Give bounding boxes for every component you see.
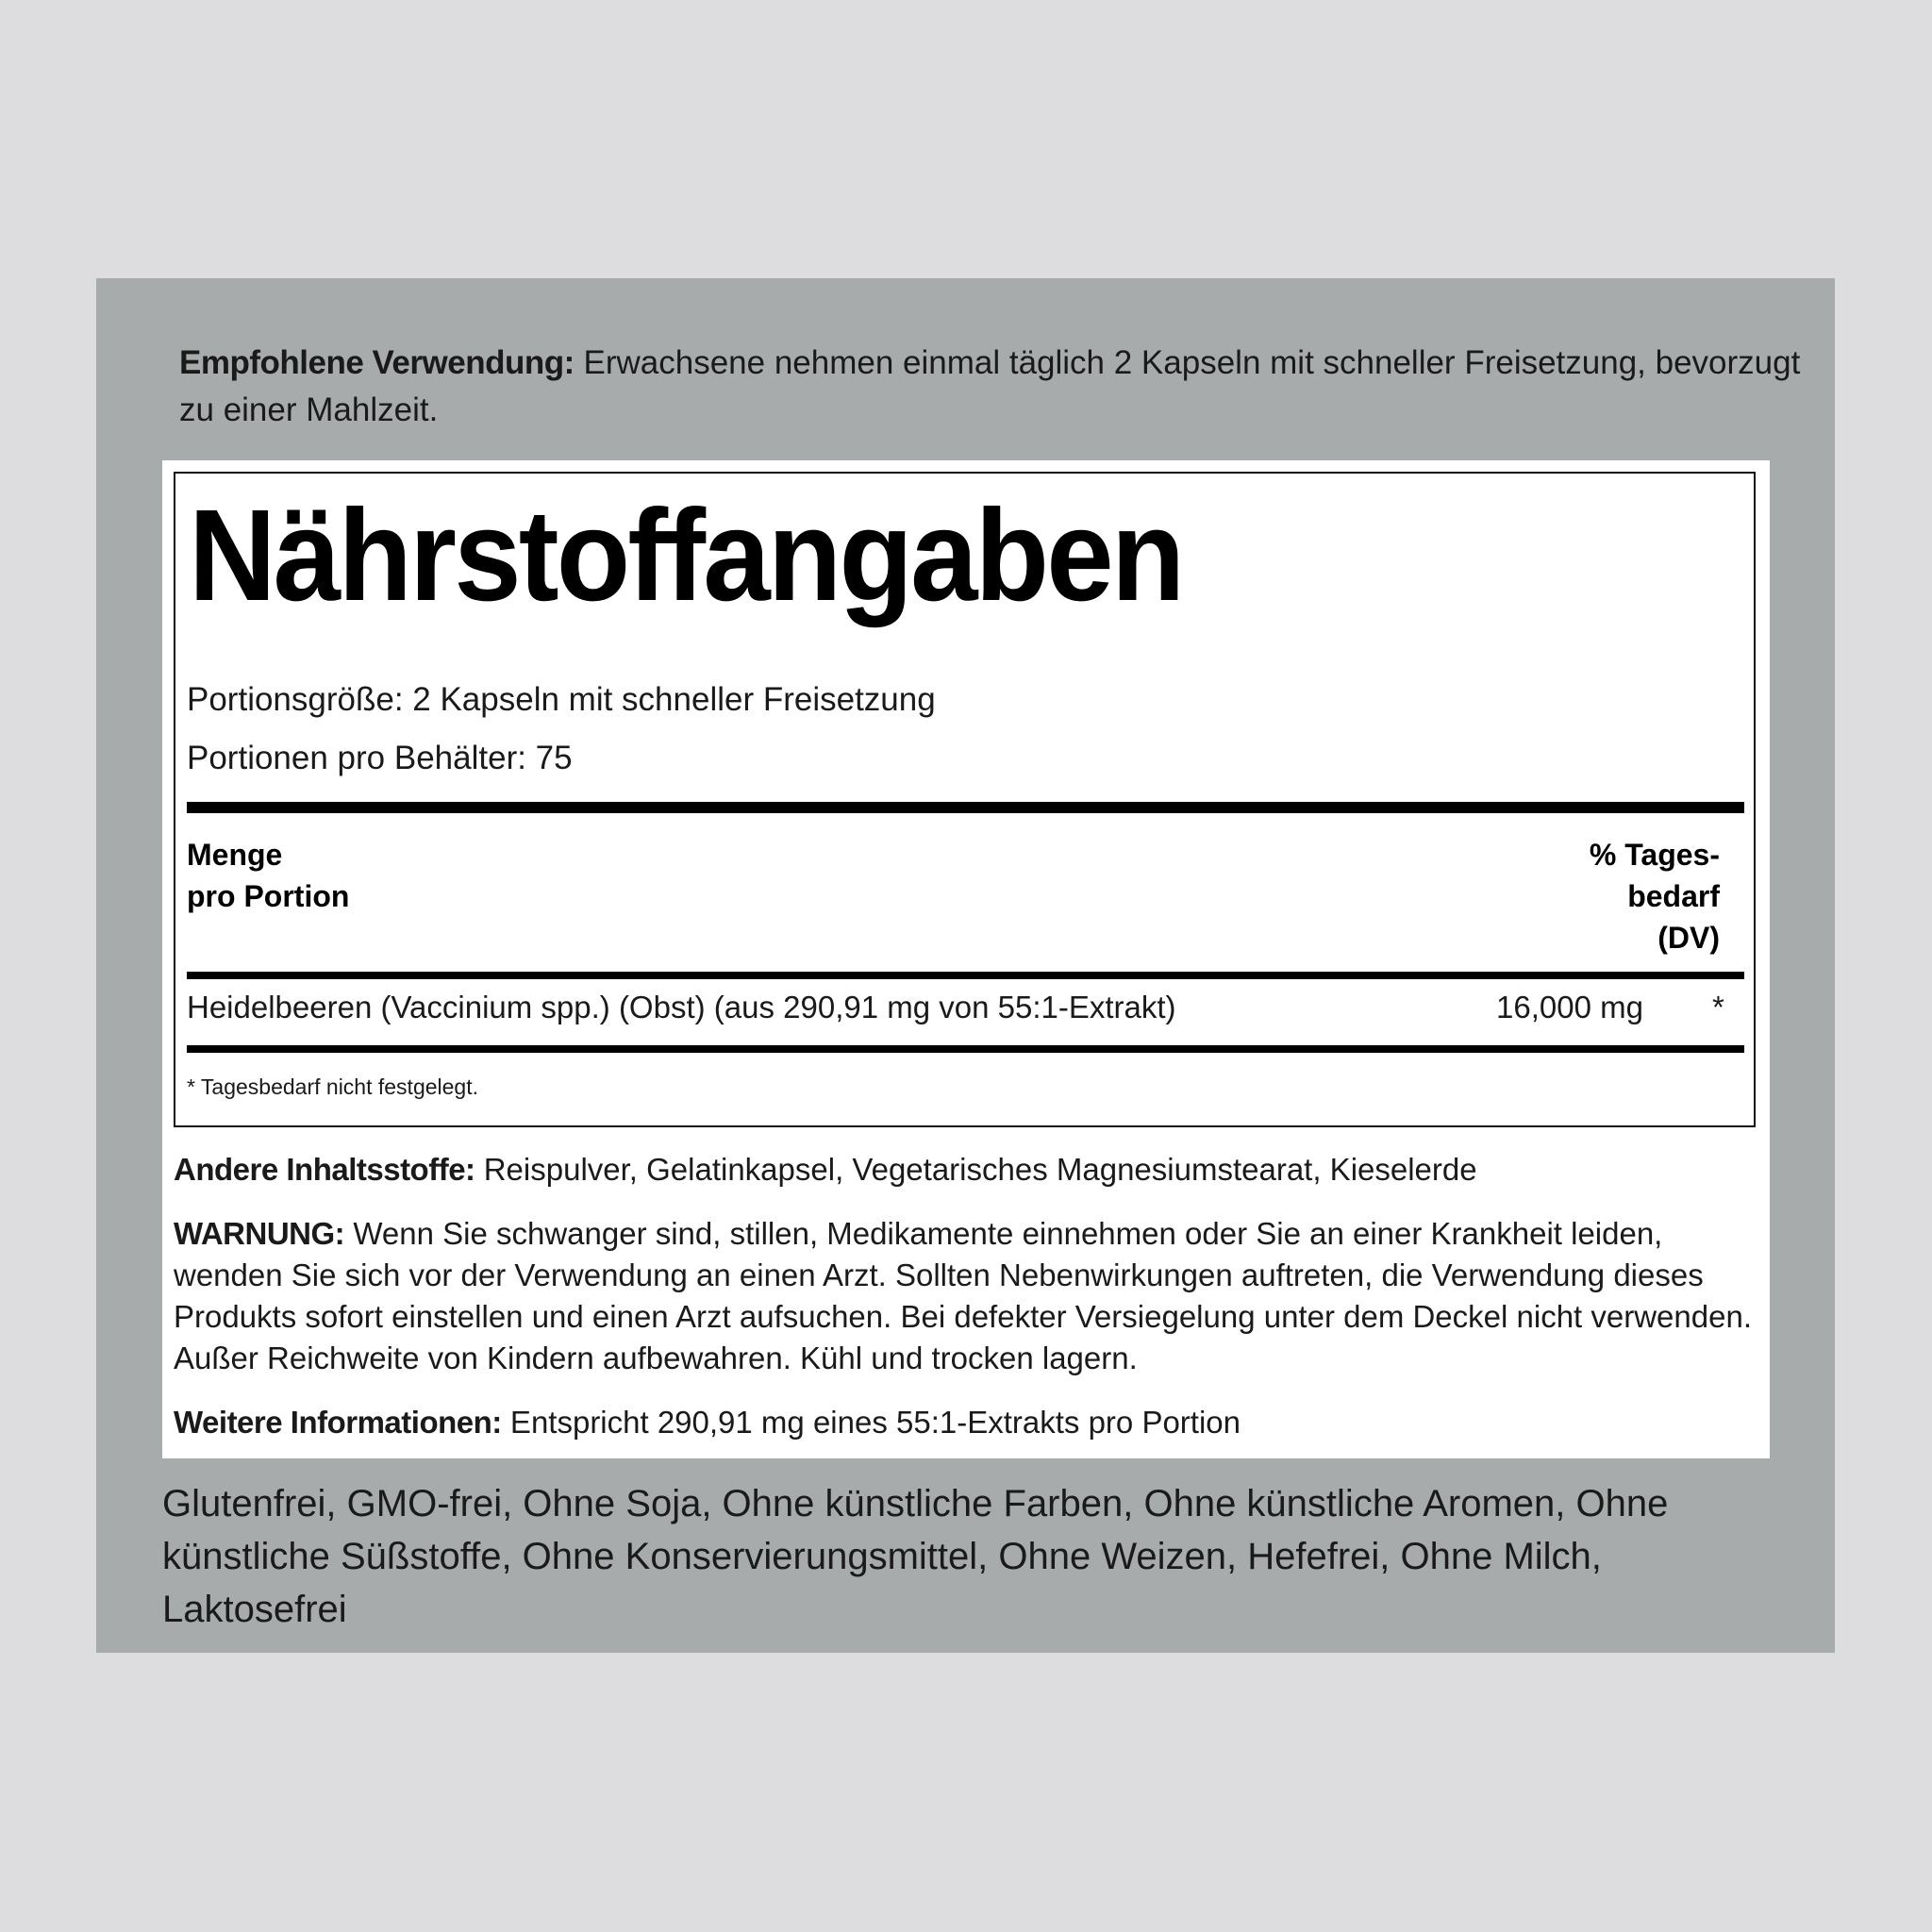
dv-header-line3: (DV) <box>1657 921 1720 955</box>
dv-header-line1: % Tages- <box>1589 838 1720 872</box>
ingredient-amount: 16,000 mg <box>1496 990 1643 1024</box>
dv-header-line2: bedarf <box>1627 879 1720 913</box>
servings-per-container: Portionen pro Behälter: 75 <box>187 740 573 776</box>
bottom-divider <box>187 1045 1744 1053</box>
amount-header-line1: Menge <box>187 838 283 872</box>
more-info-label: Weitere Informationen: <box>174 1405 502 1440</box>
more-info-text: Entspricht 290,91 mg eines 55:1-Extrakts pro Portion <box>501 1405 1241 1440</box>
recommended-use-text: Erwachsene nehmen einmal täglich 2 Kapseln mit schneller Freisetzung, bevorzugt zu einer Mahlzeit. <box>179 344 1801 428</box>
serving-size: Portionsgröße: 2 Kapseln mit schneller Freisetzung <box>187 681 936 718</box>
thick-divider <box>187 802 1744 813</box>
amount-per-serving-header <box>187 834 349 917</box>
other-ingredients-text: Reispulver, Gelatinkapsel, Vegetarisches Magnesiumstearat, Kieselerde <box>475 1152 1477 1187</box>
amount-header-line2: pro Portion <box>187 879 350 913</box>
facts-title: Nährstoffangaben <box>189 483 1183 628</box>
daily-value-header <box>1590 834 1720 958</box>
dv-footnote: * Tagesbedarf nicht festgelegt. <box>187 1074 479 1099</box>
recommended-use <box>179 340 1802 434</box>
warning <box>174 1213 1758 1379</box>
other-ingredients-label: Andere Inhaltsstoffe: <box>174 1152 475 1187</box>
free-from-claims: Glutenfrei, GMO-frei, Ohne Soja, Ohne künstliche Farben, Ohne künstliche Aromen, Ohne künstliche Süßstoffe, Ohne Konservierungsmittel, Ohne Weizen, Hefefrei, Ohne Milch, Laktosefrei <box>162 1483 1669 1630</box>
more-info <box>174 1402 1758 1443</box>
warning-text: Wenn Sie schwanger sind, stillen, Medikamente einnehmen oder Sie an einer Krankheit leiden, wenden Sie sich vor der Verwendung an einen Arzt. Sollten Nebenwirkungen auftreten, die Verwendung dieses Produkts sofort einstellen und einen Arzt aufsuchen. Bei defekter Versiegelung unter dem Deckel nicht verwenden. Außer Reichweite von Kindern aufbewahren. Kühl und trocken lagern. <box>174 1216 1752 1375</box>
nutrition-facts-box <box>174 472 1756 1127</box>
other-ingredients <box>174 1149 1758 1191</box>
header-divider <box>187 972 1744 979</box>
recommended-use-label: Empfohlene Verwendung: <box>179 344 575 381</box>
ingredient-name: Heidelbeeren (Vaccinium spp.) (Obst) (aus 290,91 mg von 55:1-Extrakt) <box>187 990 1176 1024</box>
ingredient-dv: * <box>1712 990 1724 1024</box>
warning-label: WARNUNG: <box>174 1216 345 1251</box>
